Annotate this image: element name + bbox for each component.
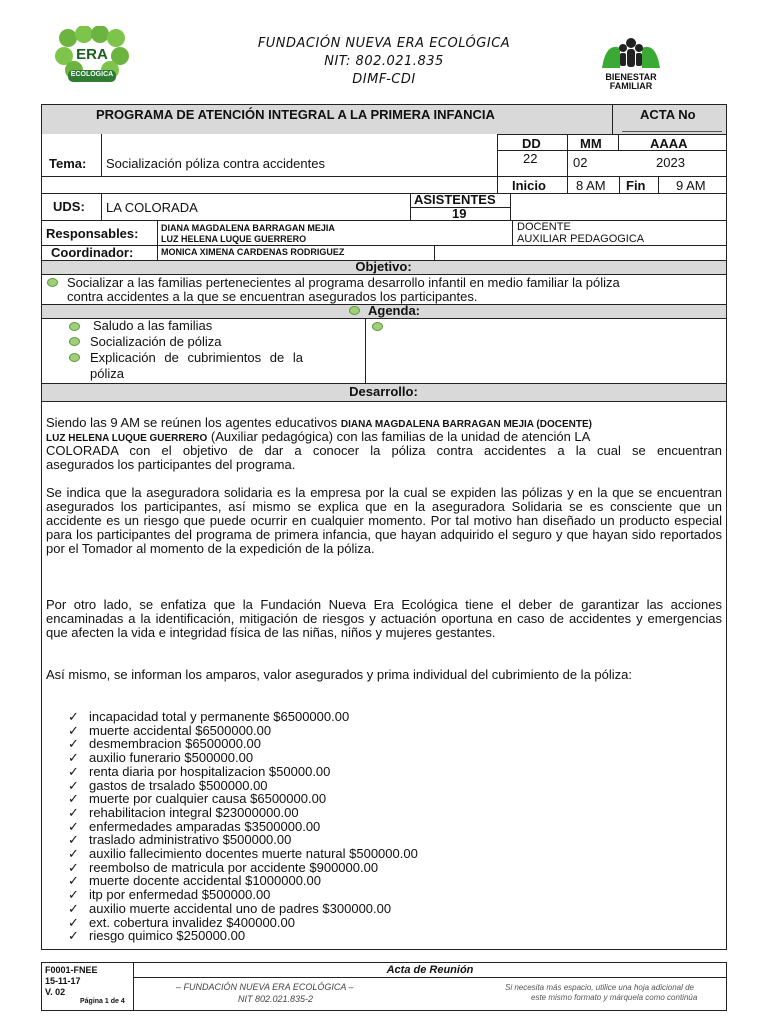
checkmark-icon: ✓ <box>68 846 79 861</box>
acta-number-line <box>622 131 722 132</box>
desarrollo-p1-line3: COLORADA con el objetivo de dar a conocer la póliza contra accidentes a la cual se encuentran <box>46 443 722 458</box>
responsable-2: LUZ HELENA LUQUE GUERRERO <box>161 234 307 244</box>
footer-left-border <box>41 962 42 1010</box>
mm-label: MM <box>580 136 602 151</box>
coverage-item: gastos de trsalado $500000.00 <box>89 777 268 793</box>
agenda-item-1: Saludo a las familias <box>93 318 213 333</box>
desarrollo-paragraph-3: Por otro lado, se enfatiza que la Fundación Nueva Era Ecológica tiene el deber de garantizar las acciones encaminadas a la identificación, mitigación de riesgos y actuación oportuna en caso de accidentes y emergencias que afecten la vida e integridad física de las niñas, niños y mujeres gestantes. <box>46 597 722 640</box>
footer-title-line <box>133 977 727 978</box>
checkmark-icon: ✓ <box>68 791 79 807</box>
agenda-item-2: Socialización de póliza <box>90 334 222 349</box>
checkmark-icon: ✓ <box>68 736 79 752</box>
checkmark-icon: ✓ <box>68 763 79 779</box>
coverage-item: incapacidad total y permanente $6500000.00 <box>89 709 350 724</box>
coverage-item: ext. cobertura invalidez $400000.00 <box>89 914 295 930</box>
right-logo <box>596 34 666 90</box>
aaaa-value: 2023 <box>656 155 685 170</box>
coverage-item: reembolso de matricula por accidente $900000.00 <box>89 859 379 875</box>
objetivo-line-1: Socializar a las familias pertenecientes al programa desarrollo infantil en medio familiar la póliza <box>67 275 620 290</box>
p1-line1-names: DIANA MAGDALENA BARRAGAN MEJIA (DOCENTE) <box>340 419 592 430</box>
fin-value: 9 AM <box>676 178 706 193</box>
checkmark-icon: ✓ <box>68 873 79 889</box>
fin-label: Fin <box>626 178 646 193</box>
coverage-item: itp por enfermedad $500000.00 <box>89 887 271 903</box>
footer-code: F0001-FNEE <box>45 965 98 975</box>
agenda-right-bullet-icon <box>372 322 383 331</box>
coverage-item: muerte docente accidental $1000000.00 <box>89 873 322 889</box>
objetivo-line-2: contra accidentes a la que se encuentran asegurados los participantes. <box>67 289 478 304</box>
coordinador-label: Coordinador: <box>51 245 134 260</box>
checkmark-icon: ✓ <box>68 777 79 793</box>
org-nit: NIT: 802.021.835 <box>324 54 444 69</box>
agenda-bullet-icon <box>69 337 80 346</box>
coverage-item: rehabilitacion integral $23000000.00 <box>89 804 299 820</box>
dd-label: DD <box>522 136 541 151</box>
coverage-item: auxilio muerte accidental uno de padres $300000.00 <box>89 900 392 916</box>
org-name: FUNDACIÓN NUEVA ERA ECOLÓGICA <box>257 36 511 51</box>
coverage-item: riesgo quimico $250000.00 <box>89 928 246 944</box>
checkmark-icon: ✓ <box>68 750 79 766</box>
inicio-value: 8 AM <box>576 178 606 193</box>
uds-label: UDS: <box>53 199 85 214</box>
agenda-bullet-icon <box>69 322 80 331</box>
desarrollo-p1-line4: asegurados los participantes del programa. <box>46 457 296 472</box>
right-logo-line1: BIENESTAR <box>605 72 657 82</box>
objetivo-bullet-icon <box>47 278 58 287</box>
agenda-item-4: póliza <box>90 366 124 381</box>
coverage-item: desmembracion $6500000.00 <box>89 736 262 752</box>
p1-line1-text: Siendo las 9 AM se reúnen los agentes educativos <box>46 415 341 430</box>
desarrollo-paragraph-2: Se indica que la aseguradora solidaria es la empresa por la cual se expiden las pólizas y en la que se encuentran asegurados los participantes, así mismo se explica que en la aseguradora Solidaria se es consciente que un accidente es un riesgo que puede ocurrir en cualquier momento. Por tal motivo han diseñado un producto especial para los participantes del programa de primera infancia, que hayan adquirido el seguro y que hayan sido reportados por el Tomador al momento de la expedición de la póliza. <box>46 485 722 556</box>
checkmark-icon: ✓ <box>68 709 79 724</box>
footer-bottom-line <box>41 1010 727 1011</box>
tema-label: Tema: <box>49 156 87 171</box>
inicio-label: Inicio <box>512 178 546 193</box>
checkmark-icon: ✓ <box>68 859 79 875</box>
program-title: PROGRAMA DE ATENCIÓN INTEGRAL A LA PRIMERA INFANCIA <box>96 107 495 122</box>
coverage-item: muerte por cualquier causa $6500000.00 <box>89 791 327 807</box>
footer-version: V. 02 <box>45 987 66 997</box>
coverage-item: auxilio funerario $500000.00 <box>89 750 254 766</box>
footer-doc-title: Acta de Reunión <box>386 964 474 976</box>
agenda-header-bullet-icon <box>349 306 360 315</box>
desarrollo-label: Desarrollo: <box>349 384 418 399</box>
program-code: DIMF-CDI <box>352 72 416 87</box>
left-logo-text: ERA <box>76 46 108 63</box>
footer-note-line1: Si necesita más espacio, utilice una hoja adicional de <box>505 983 695 992</box>
agenda-item-3: Explicación de cubrimientos de la <box>90 350 303 365</box>
tema-value: Socialización póliza contra accidentes <box>106 156 325 171</box>
checkmark-icon: ✓ <box>68 914 79 930</box>
footer-top-line <box>41 962 727 963</box>
checkmark-icon: ✓ <box>68 900 79 916</box>
coordinador-value: MONICA XIMENA CARDENAS RODRIGUEZ <box>161 247 345 257</box>
asistentes-label: ASISTENTES <box>414 192 496 207</box>
checkmark-icon: ✓ <box>68 818 79 834</box>
checkmark-icon: ✓ <box>68 722 79 738</box>
p1-line2-text: (Auxiliar pedagógica) con las familias de la unidad de atención LA <box>207 429 591 444</box>
desarrollo-paragraph-4: Así mismo, se informan los amparos, valor asegurados y prima individual del cubrimiento de la póliza: <box>46 667 632 682</box>
objetivo-label: Objetivo: <box>355 259 412 274</box>
acta-label: ACTA No <box>640 107 696 122</box>
checkmark-icon: ✓ <box>68 887 79 903</box>
checkmark-icon: ✓ <box>68 928 79 944</box>
footer-note-line2: este mismo formato y márquela como continúa <box>531 993 698 1002</box>
aaaa-label: AAAA <box>650 136 688 151</box>
checkmark-icon: ✓ <box>68 804 79 820</box>
coverage-item: auxilio fallecimiento docentes muerte natural $500000.00 <box>89 846 418 861</box>
right-logo-line2: FAMILIAR <box>609 81 653 91</box>
footer-org-line2: NIT 802.021.835-2 <box>238 994 314 1004</box>
footer-page: Página 1 de 4 <box>80 998 125 1005</box>
left-logo-subtext: ECOLÓGICA <box>70 71 114 78</box>
footer-date: 15-11-17 <box>45 976 81 986</box>
footer-org-line1: – FUNDACIÓN NUEVA ERA ECOLÓGICA – <box>176 982 354 992</box>
asistentes-value: 19 <box>452 206 467 221</box>
coverage-item: muerte accidental $6500000.00 <box>89 722 272 738</box>
agenda-bullet-icon <box>69 353 80 362</box>
coverage-item: enfermedades amparadas $3500000.00 <box>89 818 321 834</box>
p1-line2-names: LUZ HELENA LUQUE GUERRERO <box>46 433 208 444</box>
coverage-item: traslado administrativo $500000.00 <box>89 832 292 848</box>
coverage-item: renta diaria por hospitalizacion $50000.00 <box>89 763 331 779</box>
checkmark-icon: ✓ <box>68 832 79 848</box>
mm-value: 02 <box>573 155 588 170</box>
rol-2: AUXILIAR PEDAGOGICA <box>517 233 645 245</box>
responsables-label: Responsables: <box>46 226 139 241</box>
agenda-label: Agenda: <box>368 303 420 318</box>
uds-value: LA COLORADA <box>106 200 198 215</box>
responsable-1: DIANA MAGDALENA BARRAGAN MEJIA <box>161 223 335 233</box>
rol-1: DOCENTE <box>517 221 571 233</box>
dd-value: 22 <box>523 151 538 166</box>
